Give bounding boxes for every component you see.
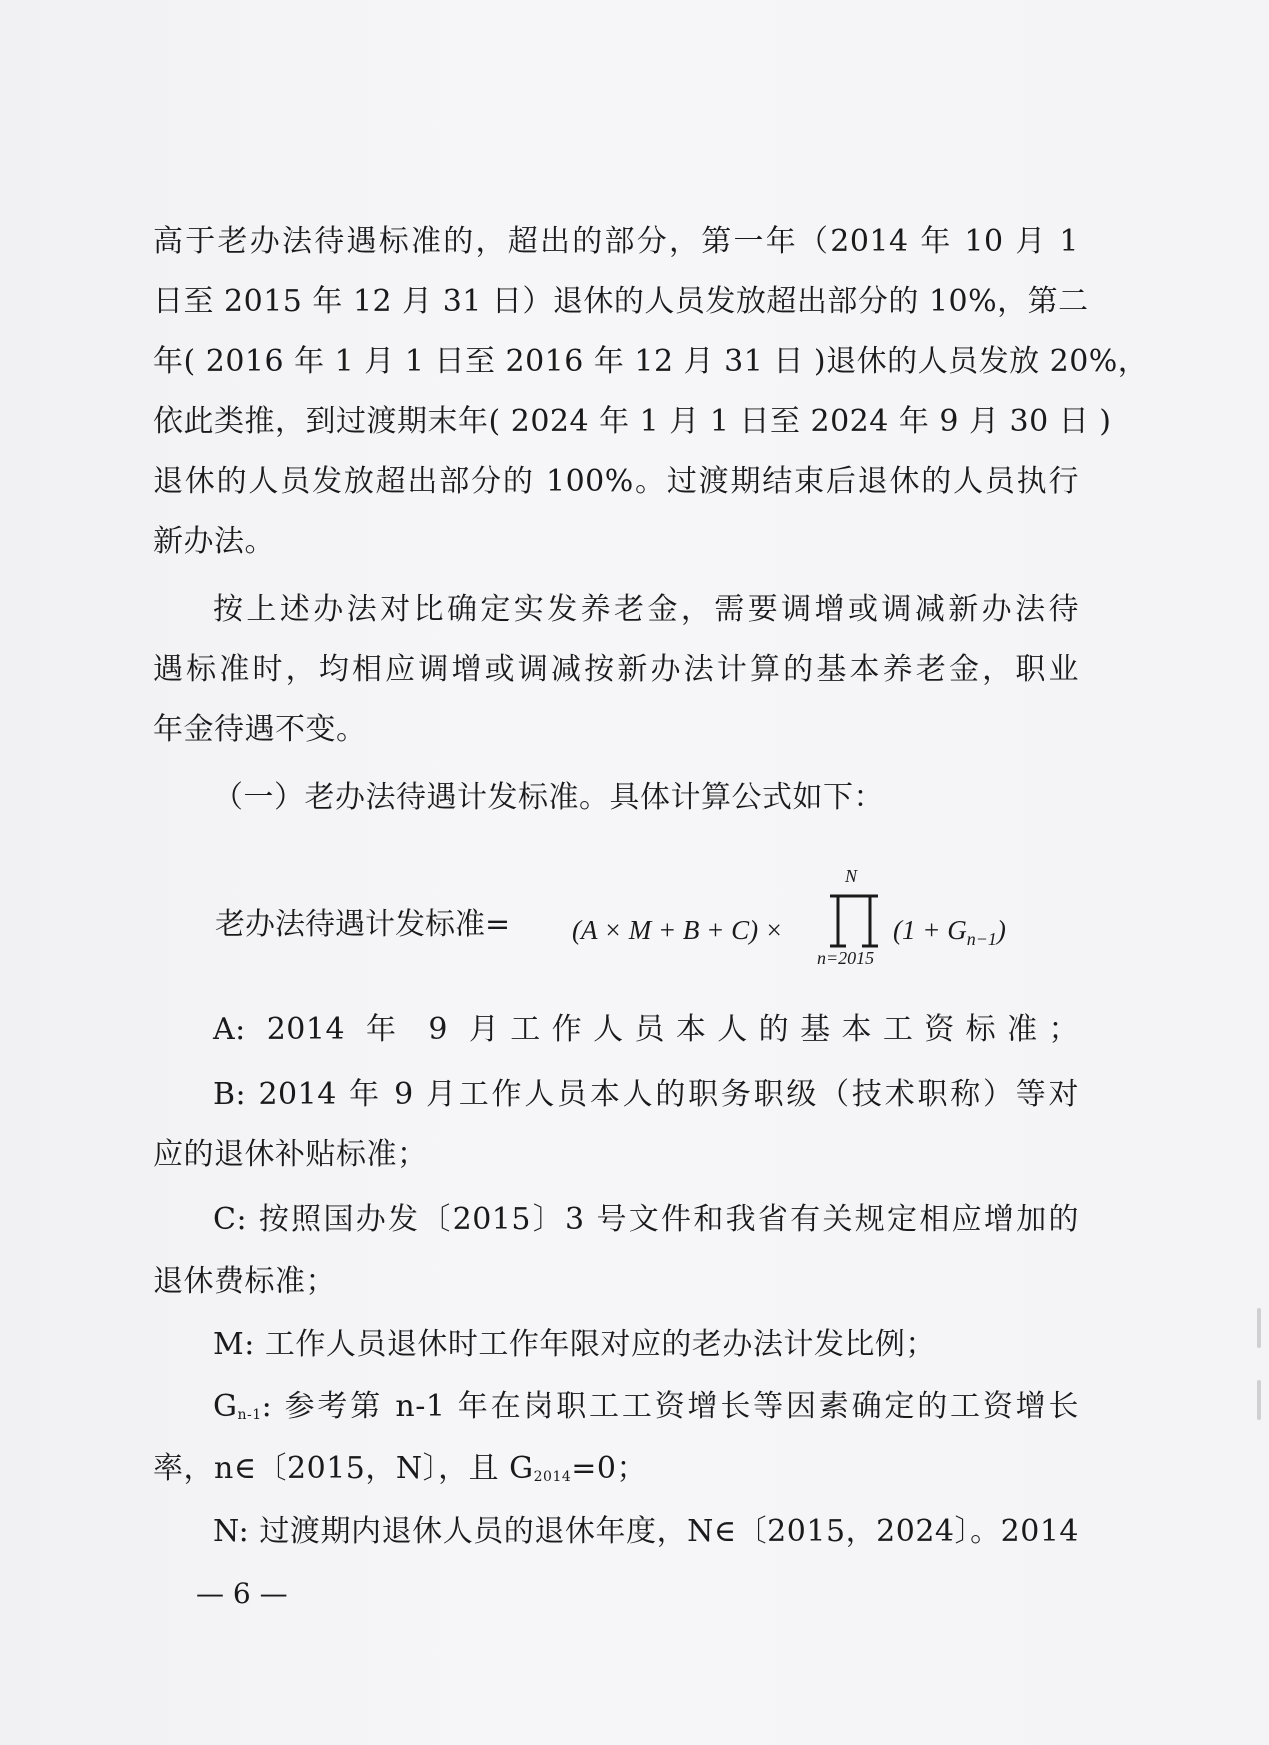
paragraph2-line-1: 按上述办法对比确定实发养老金，需要调增或调减新办法待 [213,592,1079,627]
binding-mark [1257,1308,1261,1348]
section-heading: （一）老办法待遇计发标准。具体计算公式如下： [213,780,884,815]
binding-mark [1257,1380,1261,1420]
definition-g-cont [153,1449,1079,1489]
formula-tail [893,910,1006,950]
paragraph-line-3: 年( 2016 年 1 月 1 日至 2016 年 12 月 31 日 )退休的人员发放 20%， [153,344,1149,379]
formula-tail-close: ) [996,915,1006,945]
definition-c-cont: 退休费标准； [153,1264,336,1299]
page-number: — 6 — [196,1577,288,1610]
formula-label: 老办法待遇计发标准= [215,907,511,942]
definition-m: M: 工作人员退休时工作年限对应的老办法计发比例； [213,1327,936,1362]
paragraph-line-5: 退休的人员发放超出部分的 100%。过渡期结束后退休的人员执行 [153,464,1079,499]
formula-expression: (A × M + B + C) × [572,915,784,945]
product-lower-limit: n=2015 [817,948,875,968]
definition-g-cont-sub: 2014 [533,1469,572,1485]
definition-g-prefix: G [213,1389,238,1424]
definition-b: B: 2014 年 9 月工作人员本人的职务职级（技术职称）等对 [213,1077,1079,1112]
paragraph-line-6: 新办法。 [153,524,275,559]
product-symbol-icon [826,893,882,949]
definition-g [213,1387,1079,1427]
definition-c: C: 按照国办发〔2015〕3 号文件和我省有关规定相应增加的 [213,1202,1079,1237]
definition-b-cont: 应的退休补贴标准； [153,1137,428,1172]
definition-n: N: 过渡期内退休人员的退休年度，N∈〔2015，2024〕。2014 [213,1514,1079,1549]
paragraph-line-4: 依此类推，到过渡期末年( 2024 年 1 月 1 日至 2024 年 9 月 30 日 ) [153,404,1112,439]
definition-g-cont-text: 率，n∈〔2015，N〕，且 G [153,1451,534,1486]
paragraph2-line-3: 年金待遇不变。 [153,712,367,747]
product-upper-limit: N [845,866,858,886]
paragraph-line-1: 高于老办法待遇标准的，超出的部分，第一年（2014 年 10 月 1 [153,224,1079,259]
definition-g-sub: n-1 [237,1407,262,1423]
formula-tail-sub: n−1 [966,929,997,949]
definition-g-text: : 参考第 n-1 年在岗职工工资增长等因素确定的工资增长 [261,1389,1079,1424]
paragraph2-line-2: 遇标准时，均相应调增或调减按新办法计算的基本养老金，职业 [153,652,1079,687]
definition-g-cont-tail: =0； [571,1451,648,1486]
definition-a: A: 2014 年 9 月工作人员本人的基本工资标准； [213,1012,1079,1047]
paragraph-line-2: 日至 2015 年 12 月 31 日）退休的人员发放超出部分的 10%，第二 [153,284,1089,319]
formula-tail-main: (1 + G [893,915,967,945]
